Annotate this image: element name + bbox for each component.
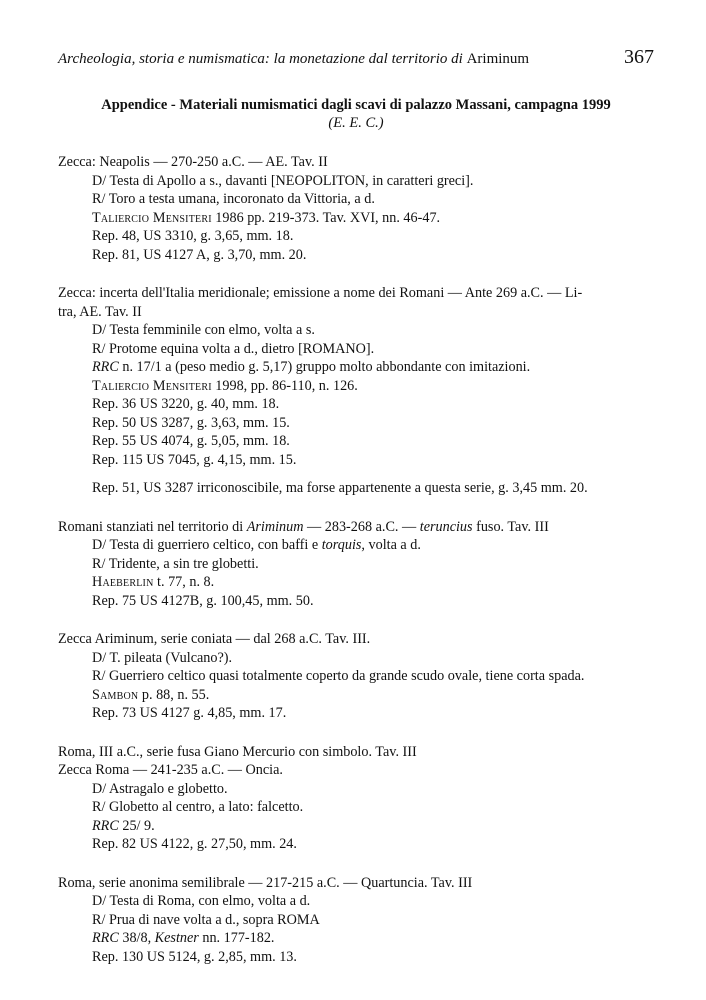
reference-detail: p. 88, n. 55. [138, 686, 210, 703]
obverse-line: D/ Astragalo e globetto. [92, 780, 228, 797]
entry-heading [58, 518, 658, 537]
catalogue-entry-romani-ariminum [58, 518, 658, 611]
find-line: Rep. 82 US 4122, g. 27,50, mm. 24. [92, 836, 297, 852]
heading-part: — 283-268 a.C. — [303, 518, 420, 535]
find-line: Rep. 36 US 3220, g. 40, mm. 18. [92, 396, 280, 412]
obverse-part: D/ Testa di guerriero celtico, con baffi e [92, 537, 322, 553]
obverse-line: D/ Testa di Roma, con elmo, volta a d. [92, 893, 311, 909]
page-number: 367 [624, 46, 654, 68]
catalogue-entry-italia-meridionale [58, 284, 658, 498]
obverse-part: volta a d. [364, 537, 421, 553]
catalogue-entry-roma-oncia [58, 743, 658, 854]
entry-heading: Zecca Ariminum, serie coniata — dal 268 a.C. Tav. III. [58, 631, 371, 647]
reference-line [58, 358, 658, 377]
entry-heading: Zecca: incerta dell'Italia meridionale; emissione a nome dei Romani — Ante 269 a.C. — Li- [58, 285, 583, 301]
heading-place: Ariminum [246, 518, 304, 535]
reference-author: Taliercio Mensiteri [92, 377, 212, 394]
reverse-line: R/ Toro a testa umana, incoronato da Vittoria, a d. [92, 191, 375, 207]
reference-line [58, 817, 658, 836]
running-header [58, 46, 654, 74]
catalogue-entry-ariminum-coniata [58, 630, 658, 723]
heading-part: fuso. Tav. III [472, 518, 549, 535]
find-line: Rep. 55 US 4074, g. 5,05, mm. 18. [92, 433, 290, 449]
running-title [58, 51, 529, 68]
reference-abbrev: RRC [92, 359, 119, 375]
reference-line [58, 929, 658, 948]
entry-heading: Zecca: Neapolis — 270-250 a.C. — AE. Tav. II [58, 154, 328, 170]
reference-detail: t. 77, n. 8. [153, 574, 215, 590]
reference-line [58, 209, 658, 228]
catalogue-entry-roma-quartuncia [58, 874, 658, 967]
heading-denomination: teruncius [419, 518, 473, 535]
find-line-note: Rep. 51, US 3287 irriconoscibile, ma forse appartenente a questa serie, g. 3,45 mm. 20. [92, 480, 588, 496]
obverse-line [58, 536, 658, 555]
find-line: Rep. 115 US 7045, g. 4,15, mm. 15. [92, 451, 297, 468]
reference-abbrev: RRC [92, 930, 119, 946]
appendix-title [58, 96, 654, 132]
reference-line [58, 686, 658, 705]
appendix-title-main: Appendice - Materiali numismatici dagli scavi di palazzo Massani, campagna 1999 [101, 97, 611, 113]
find-line: Rep. 81, US 4127 A, g. 3,70, mm. 20. [92, 246, 307, 263]
find-line: Rep. 130 US 5124, g. 2,85, mm. 13. [92, 948, 297, 965]
reference-detail: 38/8, [118, 930, 155, 946]
running-title-roman: Ariminum [466, 51, 530, 67]
reference-detail: nn. 177-182. [198, 930, 275, 946]
entry-heading: Roma, III a.C., serie fusa Giano Mercurio con simbolo. Tav. III [58, 743, 417, 760]
reverse-line: R/ Globetto al centro, a lato: falcetto. [92, 799, 304, 815]
obverse-line: D/ Testa femminile con elmo, volta a s. [92, 322, 315, 338]
reference-detail: 25/ 9. [118, 817, 155, 834]
find-line: Rep. 48, US 3310, g. 3,65, mm. 18. [92, 228, 294, 244]
reference-author: Haeberlin [92, 574, 154, 590]
reverse-line: R/ Tridente, a sin tre globetti. [92, 555, 259, 572]
find-line: Rep. 50 US 3287, g. 3,63, mm. 15. [92, 414, 290, 431]
reference-author: Sambon [92, 686, 139, 703]
entry-heading-cont: tra, AE. Tav. II [58, 303, 142, 320]
reference-abbrev: Kestner [154, 930, 199, 946]
obverse-line: D/ Testa di Apollo a s., davanti [NEOPOLITON, in caratteri greci]. [92, 172, 474, 189]
heading-part: Romani stanziati nel territorio di [58, 518, 247, 535]
obverse-term: torquis, [321, 537, 365, 553]
entry-heading: Roma, serie anonima semilibrale — 217-215 a.C. — Quartuncia. Tav. III [58, 874, 473, 891]
find-line: Rep. 75 US 4127B, g. 100,45, mm. 50. [92, 592, 314, 609]
obverse-line: D/ T. pileata (Vulcano?). [92, 649, 233, 666]
reference-author: Taliercio Mensiteri [92, 209, 212, 226]
reverse-line: R/ Protome equina volta a d., dietro [ROMANO]. [92, 340, 375, 357]
reference-detail: n. 17/1 a (peso medio g. 5,17) gruppo molto abbondante con imitazioni. [118, 359, 531, 375]
reference-detail: 1986 pp. 219-373. Tav. XVI, nn. 46-47. [211, 209, 441, 226]
reference-detail: 1998, pp. 86-110, n. 126. [211, 377, 358, 394]
appendix-title-authors: (E. E. C.) [328, 115, 384, 131]
reference-line [58, 573, 658, 592]
catalogue [58, 153, 658, 986]
catalogue-entry-neapolis [58, 153, 658, 264]
running-title-italic: Archeologia, storia e numismatica: la monetazione dal territorio di [58, 51, 463, 67]
reference-abbrev: RRC [92, 817, 119, 834]
entry-subheading: Zecca Roma — 241-235 a.C. — Oncia. [58, 762, 283, 778]
reference-line [58, 377, 658, 396]
reverse-line: R/ Guerriero celtico quasi totalmente coperto da grande scudo ovale, tiene corta spada. [92, 668, 585, 684]
reverse-line: R/ Prua di nave volta a d., sopra ROMA [92, 911, 320, 928]
find-line: Rep. 73 US 4127 g. 4,85, mm. 17. [92, 705, 287, 721]
